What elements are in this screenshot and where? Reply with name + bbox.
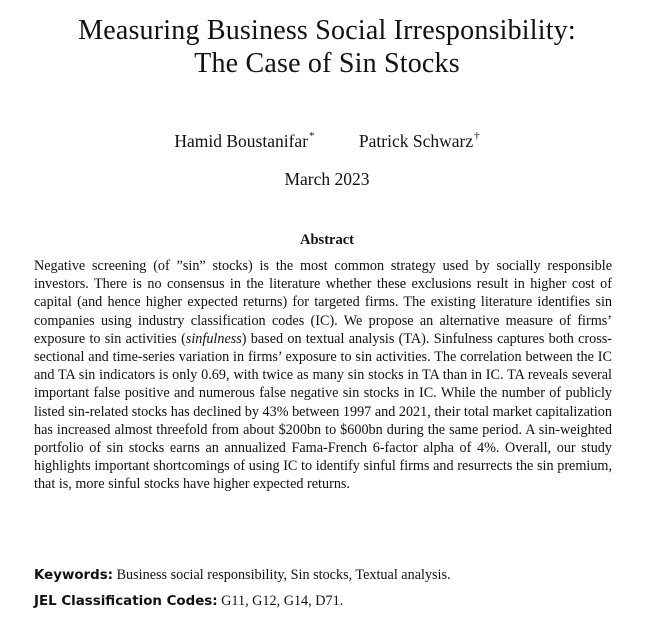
author-1 — [174, 126, 314, 152]
footnote-mark: † — [474, 130, 480, 142]
publication-date: March 2023 — [284, 169, 370, 189]
author-name: Hamid Boustanifar — [174, 130, 309, 151]
jel-codes-text: G11, G12, G14, D71. — [217, 593, 344, 609]
footnote-mark: * — [309, 130, 315, 142]
author-list — [0, 126, 654, 152]
jel-label: JEL Classification Codes: — [34, 594, 218, 609]
keywords-text: Business social responsibility, Sin stocks, Textual analysis. — [113, 567, 451, 583]
abstract-text-part-2: ) based on textual analysis (TA). Sinfulness captures both cross-sectional and time-series variation in firms’ exposure to sin activities. The correlation between the IC and TA sin indicators is only 0.69, with twice as many sin stocks in TA than in IC. TA reveals several important false positive and numerous false negative sin stocks in IC. While the number of publicly listed sin-related stocks has declined by 43% between 1997 and 2021, their total market capitalization has increased almost threefold from about $200bn to $600bn during the same period. A sin-weighted portfolio of sin stocks earns an annualized Fama-French 6-factor alpha of 4%. Overall, our study highlights important shortcomings of using IC to identify sinful firms and resurrects the sin premium, that is, more sinful stocks have higher expected returns. — [34, 330, 613, 493]
title-line-2: The Case of Sin Stocks — [194, 48, 460, 79]
abstract-heading: Abstract — [300, 232, 354, 248]
abstract-body — [34, 257, 612, 494]
keywords-line — [34, 566, 624, 585]
author-2 — [359, 126, 480, 152]
title-line-1: Measuring Business Social Irresponsibility: — [78, 15, 576, 46]
author-name: Patrick Schwarz — [358, 130, 474, 151]
abstract-emphasis: sinfulness — [185, 330, 242, 347]
keywords-label: Keywords: — [34, 568, 114, 583]
abstract-text-part-1: Negative screening (of ”sin” stocks) is the most common strategy used by socially responsible investors. There is no consensus in the literature whether these exclusions result in higher cost of capital (and hence higher expected returns) for targeted firms. The existing literature identifies sin companies using industry classification codes (IC). We propose an alternative measure of firms’ exposure to sin activities ( — [34, 258, 612, 347]
paper-title — [0, 14, 654, 80]
jel-codes-line — [34, 592, 624, 611]
